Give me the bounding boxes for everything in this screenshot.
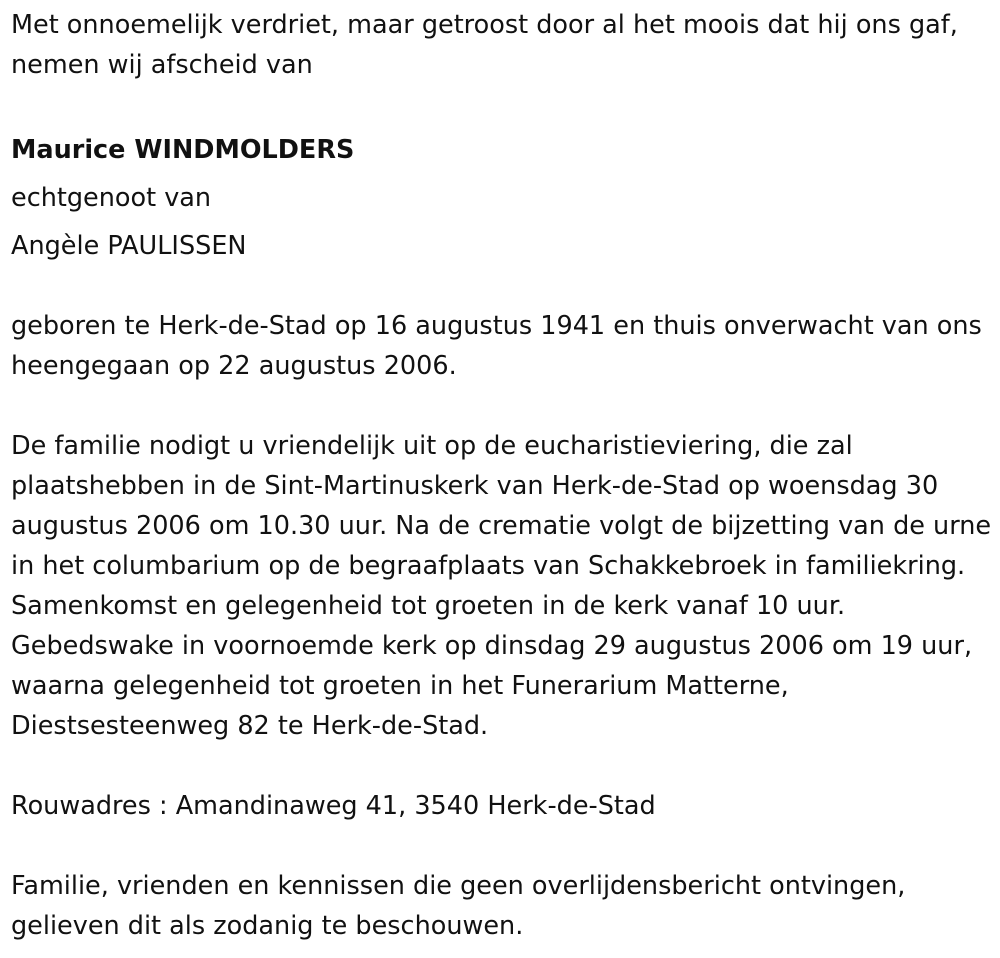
obituary-notice [11, 0, 996, 946]
closing-text: Familie, vrienden en kennissen die geen overlijdensbericht ontvingen, gelieven dit als zodanig te beschouwen. [11, 871, 906, 941]
spouse-name: Angèle PAULISSEN [11, 231, 247, 261]
mourning-address: Rouwadres : Amandinaweg 41, 3540 Herk-de-Stad [11, 791, 656, 821]
ceremony-text: De familie nodigt u vriendelijk uit op de eucharistieviering, die zal plaatshebben in de Sint-Martinuskerk van Herk-de-Stad op woensdag 30 augustus 2006 om 10.30 uur. Na de crematie volgt de bijzetting van de urne in het columbarium op de begraafplaats van Schakkebroek in familiekring. Samenkomst en gelegenheid tot groeten in de kerk vanaf 10 uur. Gebedswake in voornoemde kerk op dinsdag 29 augustus 2006 om 19 uur, waarna gelegenheid tot groeten in het Funerarium Matterne, Diestsesteenweg 82 te Herk-de-Stad. [11, 431, 992, 741]
birth-death-text: geboren te Herk-de-Stad op 16 augustus 1941 en thuis onverwacht van ons heengegaan op 22 augustus 2006. [11, 311, 982, 381]
deceased-name: Maurice WINDMOLDERS [11, 135, 355, 165]
intro-text: Met onnoemelijk verdriet, maar getroost door al het moois dat hij ons gaf, nemen wij afscheid van [11, 10, 958, 80]
relation-text: echtgenoot van [11, 183, 212, 213]
